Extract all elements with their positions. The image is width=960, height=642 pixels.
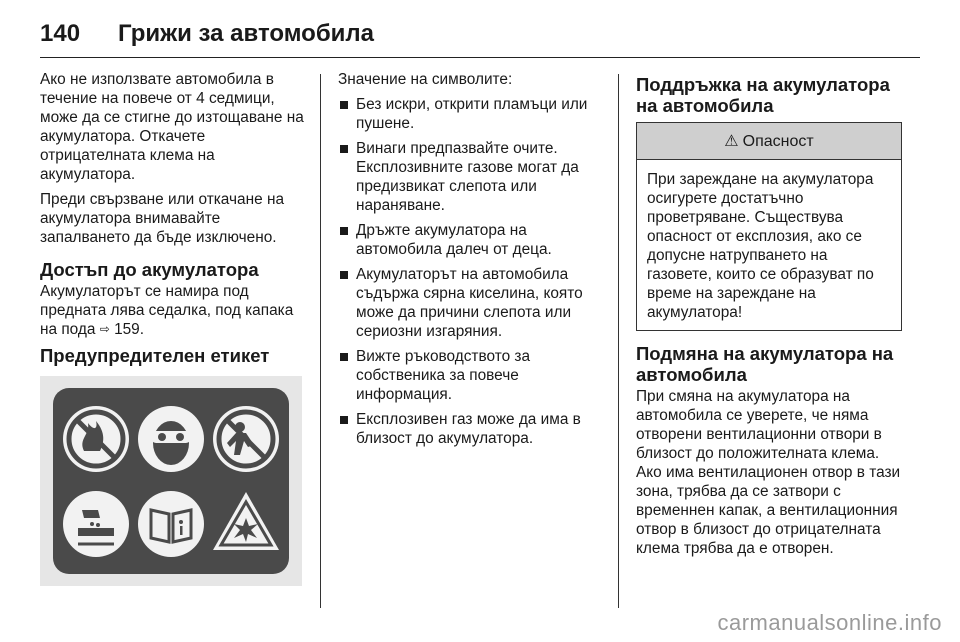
- warning-triangle-icon: ⚠: [724, 132, 739, 150]
- bullet-square-icon: [340, 416, 348, 424]
- bullet-square-icon: [340, 227, 348, 235]
- bullet-square-icon: [340, 101, 348, 109]
- warning-label-image: [40, 376, 302, 586]
- replacement-paragraph: При смяна на акумулатора на автомобила се уверете, че няма отворени вентилационни отвори в близост до положителната клема. Ако има вентилационен отвор в тази зона, трябва да се затвори с временнен капак, а вентилационния отвор в близост до отрицателната клема трябва да е отворен.: [636, 388, 901, 557]
- page-reference-link[interactable]: 159.: [114, 321, 145, 338]
- symbols-list: [338, 95, 603, 448]
- danger-header: [637, 123, 901, 160]
- access-text: Акумулаторът се намира под предната лява седалка, под капака на пода: [40, 283, 294, 338]
- keep-children-away-icon: [213, 406, 279, 472]
- warning-label-heading: Предупредителен етикет: [40, 345, 270, 366]
- bullet-square-icon: [340, 271, 348, 279]
- warning-symbols-panel: [51, 386, 291, 576]
- page-number: 140: [40, 20, 81, 47]
- storage-paragraph: Ако не използвате автомобила в течение на повече от 4 седмици, може да се стигне до изтощаване на акумулатора. Откачете отрицателната клема на акумулатора.: [40, 71, 304, 183]
- bullet-square-icon: [340, 353, 348, 361]
- no-fire-icon: [63, 406, 129, 472]
- list-item: Вижте ръководството за собственика за повече информация.: [338, 347, 603, 404]
- page-header: [40, 16, 374, 52]
- maintenance-heading: Поддръжка на акумулатора на автомобила: [636, 74, 890, 116]
- list-item: Без искри, открити пламъци или пушене.: [338, 95, 603, 133]
- list-item: Акумулаторът на автомобила съдържа сярна киселина, която може да причини слепота или сериозни изгаряния.: [338, 265, 603, 341]
- replacement-heading: Подмяна на акумулатора на автомобила: [636, 343, 894, 385]
- list-item: Дръжте акумулатора на автомобила далеч от деца.: [338, 221, 603, 259]
- danger-title: Опасност: [742, 132, 814, 150]
- column-divider-2: [618, 74, 619, 608]
- column-3: [636, 70, 902, 564]
- page-reference-arrow-icon[interactable]: ⇨: [99, 322, 110, 336]
- access-heading: Достъп до акумулатора: [40, 259, 259, 280]
- symbols-intro: Значение на символите:: [338, 71, 513, 88]
- column-divider-1: [320, 74, 321, 608]
- watermark: carmanualsonline.info: [717, 610, 942, 635]
- eye-protection-icon: [138, 406, 204, 472]
- danger-notice: [636, 122, 902, 331]
- danger-text: При зареждане на акумулатора осигурете достатъчно проветряване. Съществува опасност от експлозия, ако се допусне натрупването на газовете, които се образуват по време на зареждане на акумулатора!: [647, 171, 874, 321]
- column-1: [40, 70, 306, 586]
- list-item: Винаги предпазвайте очите. Експлозивните газове могат да предизвикат слепота или нараняване.: [338, 139, 603, 215]
- access-paragraph: [40, 282, 306, 339]
- column-2: [338, 70, 603, 454]
- read-manual-icon: [138, 491, 204, 557]
- page-title: Грижи за автомобила: [118, 20, 375, 47]
- bullet-square-icon: [340, 145, 348, 153]
- header-rule: [40, 57, 920, 58]
- ignition-paragraph: Преди свързване или откачане на акумулатора внимавайте запалването да бъде изключено.: [40, 191, 285, 246]
- acid-hazard-icon: [63, 491, 129, 557]
- list-item: Експлозивен газ може да има в близост до акумулатора.: [338, 410, 603, 448]
